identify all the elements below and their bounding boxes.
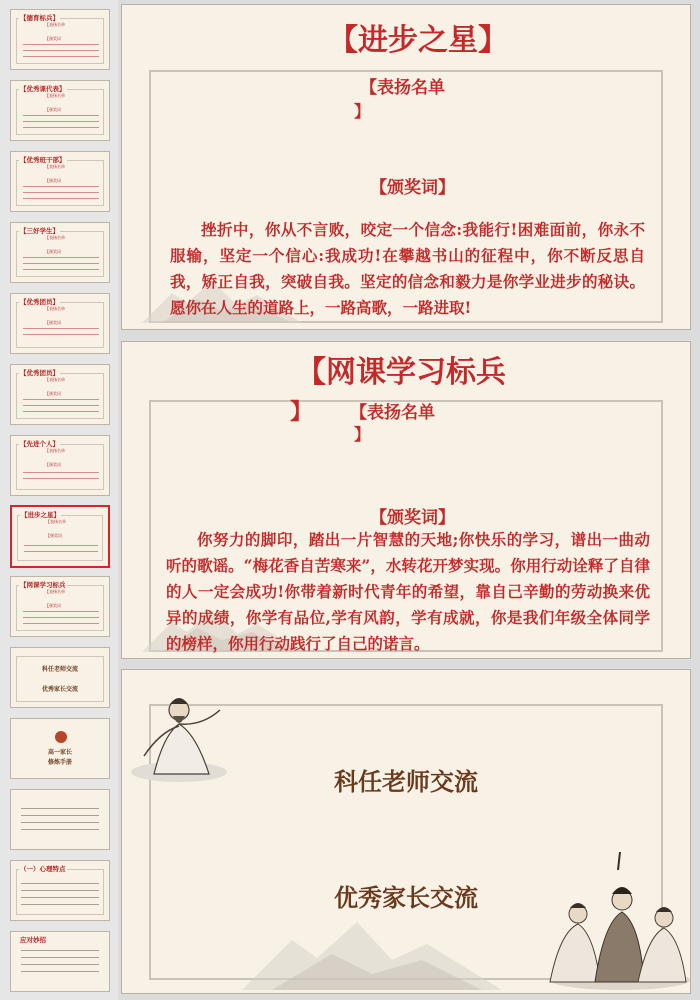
scholars-group-icon — [540, 852, 690, 992]
slide-progress-star[interactable] — [121, 4, 691, 330]
slide-thumbnail-4[interactable]: 【三好学生】 【表扬名单 【颁奖词 — [10, 222, 110, 283]
slide-exchange[interactable] — [121, 669, 691, 994]
slide-thumbnail-7[interactable]: 【先进个人】 【表扬名单 【颁奖词 — [10, 435, 110, 496]
slide-thumbnail-1[interactable]: 【德育标兵】 【表扬名单 【颁奖词 — [10, 9, 110, 70]
bracket-close: 】 — [354, 102, 371, 121]
slide-online-study-model[interactable] — [121, 341, 691, 659]
commendation-list-label: 【表扬名单 — [360, 78, 445, 98]
subject-teacher-exchange-title: 科任老师交流 — [334, 767, 478, 796]
award-speech-label: 【颁奖词】 — [370, 508, 455, 528]
slide-thumbnail-3[interactable]: 【优秀班干部】 【表扬名单 【颁奖词 — [10, 151, 110, 212]
ink-mountain-icon — [242, 900, 502, 990]
slide-title: 【进步之星】 — [324, 23, 512, 59]
seal-icon — [55, 731, 67, 743]
slide-thumbnail-9[interactable]: 【网课学习标兵 【表扬名单 【颁奖词 — [10, 576, 110, 637]
slide-thumbnail-12[interactable] — [10, 789, 110, 850]
award-speech-text: 挫折中，你从不言败，咬定一个信念:我能行!困难面前，你永不服输，坚定一个信心:我成功!在攀越书山的征程中，你不断反思自我，矫正自我，突破自我。坚定的信念和毅力是你学业进步的秘诀。愿你在人生的道路上，一路高歌，一路进取! — [170, 220, 645, 317]
slide-title: 【网课学习标兵 — [292, 355, 510, 391]
slide-thumbnail-10[interactable]: 科任老师交流 优秀家长交流 — [10, 647, 110, 708]
slide-thumbnail-8-active[interactable]: 【进步之星】 【表扬名单 【颁奖词 — [10, 505, 110, 568]
bracket-close: 】 — [290, 399, 313, 425]
commendation-list-label: 【表扬名单 — [350, 403, 435, 423]
award-speech-label: 【颁奖词】 — [370, 178, 455, 198]
slide-thumbnail-5[interactable]: 【优秀团员】 【表扬名单 【颁奖词 — [10, 293, 110, 354]
slide-thumbnail-panel — [0, 0, 118, 1000]
slide-thumbnail-11[interactable]: 高一家长 修炼手册 — [10, 718, 110, 779]
bracket-close: 】 — [354, 425, 371, 444]
slide-thumbnail-2[interactable]: 【优秀课代表】 【表扬名单 【颁奖词 — [10, 80, 110, 141]
award-speech-text: 你努力的脚印，踏出一片智慧的天地;你快乐的学习，谱出一曲动听的歌谣。“梅花香自苦寒来”，水转花开梦实现。你用行动诠释了自律的人一定会成功!你带着新时代青年的希望，靠自己辛勤的劳动换来优异的成绩，你学有品位,学有风韵，学有成就，你是我们年级全体同学的榜样，你用行动践行了自己的诺言。 — [166, 530, 650, 653]
slide-thumbnail-14[interactable]: 应对妙招 — [10, 931, 110, 992]
parent-exchange-title: 优秀家长交流 — [334, 883, 478, 912]
slide-thumbnail-6[interactable]: 【优秀团员】 【表扬名单 【颁奖词 — [10, 364, 110, 425]
slide-thumbnail-13[interactable]: （一）心理特点 — [10, 860, 110, 921]
